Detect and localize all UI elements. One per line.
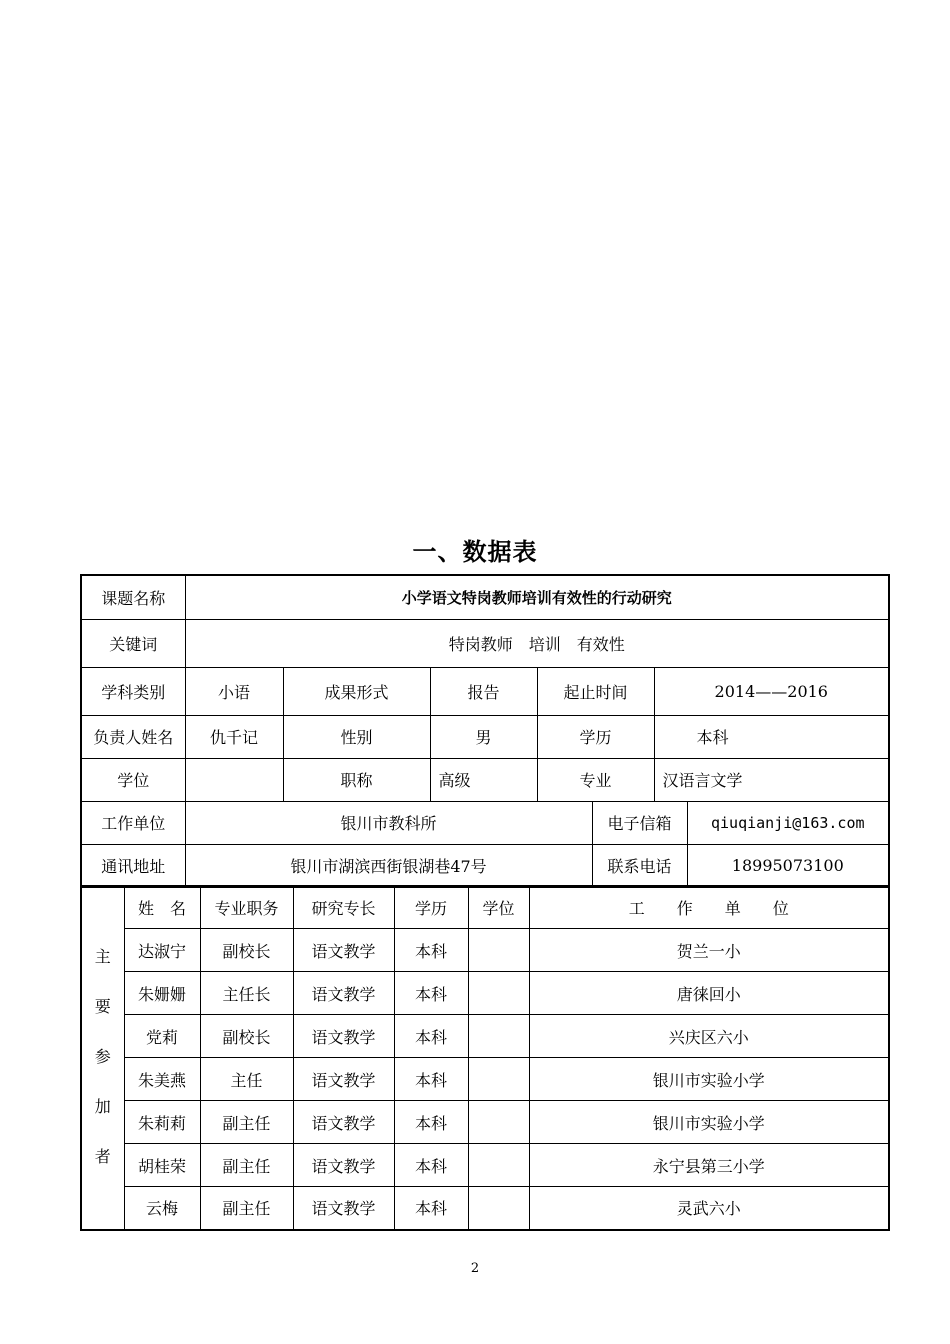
- member-row: [81, 1144, 889, 1187]
- result-form-label: 成果形式: [283, 667, 430, 715]
- side-char: 加: [94, 1097, 111, 1117]
- member-education: 本科: [394, 1144, 468, 1187]
- member-specialty: 语文教学: [293, 1058, 394, 1101]
- email-value: qiuqianji@163.com: [687, 801, 889, 844]
- side-char: 参: [94, 1047, 111, 1067]
- member-name: 云梅: [124, 1187, 200, 1230]
- project-name-label: 课题名称: [81, 575, 185, 619]
- member-position: 主任长: [200, 972, 293, 1015]
- member-position: 副主任: [200, 1144, 293, 1187]
- employer-label: 工作单位: [81, 801, 185, 844]
- member-position: 副校长: [200, 1015, 293, 1058]
- member-row: [81, 929, 889, 972]
- project-info-table: [80, 574, 890, 888]
- header-education: 学历: [394, 886, 468, 929]
- member-education: 本科: [394, 1058, 468, 1101]
- title-value: 高级: [430, 758, 537, 801]
- phone-value: 18995073100: [687, 844, 889, 887]
- member-position: 副校长: [200, 929, 293, 972]
- member-name: 胡桂荣: [124, 1144, 200, 1187]
- employer-row: [81, 801, 889, 844]
- member-position: 副主任: [200, 1101, 293, 1144]
- period-value: 2014——2016: [654, 667, 889, 715]
- degree-value: [185, 758, 283, 801]
- education-value: 本科: [654, 715, 889, 758]
- member-row: [81, 1187, 889, 1230]
- member-row: [81, 972, 889, 1015]
- major-value: 汉语言文学: [654, 758, 889, 801]
- member-degree: [468, 1144, 529, 1187]
- member-education: 本科: [394, 1101, 468, 1144]
- page-number: 2: [470, 1261, 480, 1276]
- keywords-label: 关键词: [81, 619, 185, 667]
- member-unit: 兴庆区六小: [529, 1015, 889, 1058]
- header-degree: 学位: [468, 886, 529, 929]
- member-education: 本科: [394, 1187, 468, 1230]
- member-specialty: 语文教学: [293, 1144, 394, 1187]
- address-label: 通讯地址: [81, 844, 185, 887]
- member-specialty: 语文教学: [293, 929, 394, 972]
- side-char: 者: [94, 1147, 111, 1167]
- member-degree: [468, 1187, 529, 1230]
- leader-label: 负责人姓名: [81, 715, 185, 758]
- member-unit: 灵武六小: [529, 1187, 889, 1230]
- result-form-value: 报告: [430, 667, 537, 715]
- side-char: 要: [94, 997, 111, 1017]
- title-label: 职称: [283, 758, 430, 801]
- subject-label: 学科类别: [81, 667, 185, 715]
- gender-value: 男: [430, 715, 537, 758]
- member-education: 本科: [394, 929, 468, 972]
- degree-row: [81, 758, 889, 801]
- keywords-row: [81, 619, 889, 667]
- member-name: 朱姗姗: [124, 972, 200, 1015]
- phone-label: 联系电话: [592, 844, 687, 887]
- side-char: 主: [94, 947, 111, 967]
- member-degree: [468, 972, 529, 1015]
- member-unit: 贺兰一小: [529, 929, 889, 972]
- member-degree: [468, 1058, 529, 1101]
- education-label: 学历: [537, 715, 654, 758]
- member-specialty: 语文教学: [293, 972, 394, 1015]
- member-degree: [468, 1101, 529, 1144]
- member-name: 朱莉莉: [124, 1101, 200, 1144]
- member-unit: 唐徕回小: [529, 972, 889, 1015]
- members-header-row: [81, 886, 889, 929]
- subject-row: [81, 667, 889, 715]
- keywords-value: 特岗教师 培训 有效性: [185, 619, 889, 667]
- header-unit: 工 作 单 位: [529, 886, 889, 929]
- member-education: 本科: [394, 972, 468, 1015]
- members-table: [80, 885, 890, 1231]
- member-row: [81, 1058, 889, 1101]
- period-label: 起止时间: [537, 667, 654, 715]
- member-unit: 银川市实验小学: [529, 1058, 889, 1101]
- major-label: 专业: [537, 758, 654, 801]
- project-name-value: 小学语文特岗教师培训有效性的行动研究: [185, 575, 889, 619]
- address-row: [81, 844, 889, 887]
- email-label: 电子信箱: [592, 801, 687, 844]
- member-name: 党莉: [124, 1015, 200, 1058]
- address-value: 银川市湖滨西街银湖巷47号: [185, 844, 592, 887]
- employer-value: 银川市教科所: [185, 801, 592, 844]
- member-specialty: 语文教学: [293, 1015, 394, 1058]
- member-degree: [468, 1015, 529, 1058]
- member-name: 朱美燕: [124, 1058, 200, 1101]
- member-row: [81, 1101, 889, 1144]
- page-title: 一、数据表: [412, 538, 538, 566]
- member-degree: [468, 929, 529, 972]
- member-specialty: 语文教学: [293, 1101, 394, 1144]
- member-name: 达淑宁: [124, 929, 200, 972]
- gender-label: 性别: [283, 715, 430, 758]
- header-specialty: 研究专长: [293, 886, 394, 929]
- member-position: 副主任: [200, 1187, 293, 1230]
- header-position: 专业职务: [200, 886, 293, 929]
- member-row: [81, 1015, 889, 1058]
- leader-row: [81, 715, 889, 758]
- members-side-label: [81, 886, 124, 1230]
- member-position: 主任: [200, 1058, 293, 1101]
- member-education: 本科: [394, 1015, 468, 1058]
- degree-label: 学位: [81, 758, 185, 801]
- subject-value: 小语: [185, 667, 283, 715]
- member-unit: 永宁县第三小学: [529, 1144, 889, 1187]
- member-unit: 银川市实验小学: [529, 1101, 889, 1144]
- project-name-row: [81, 575, 889, 619]
- leader-value: 仇千记: [185, 715, 283, 758]
- header-name: 姓 名: [124, 886, 200, 929]
- member-specialty: 语文教学: [293, 1187, 394, 1230]
